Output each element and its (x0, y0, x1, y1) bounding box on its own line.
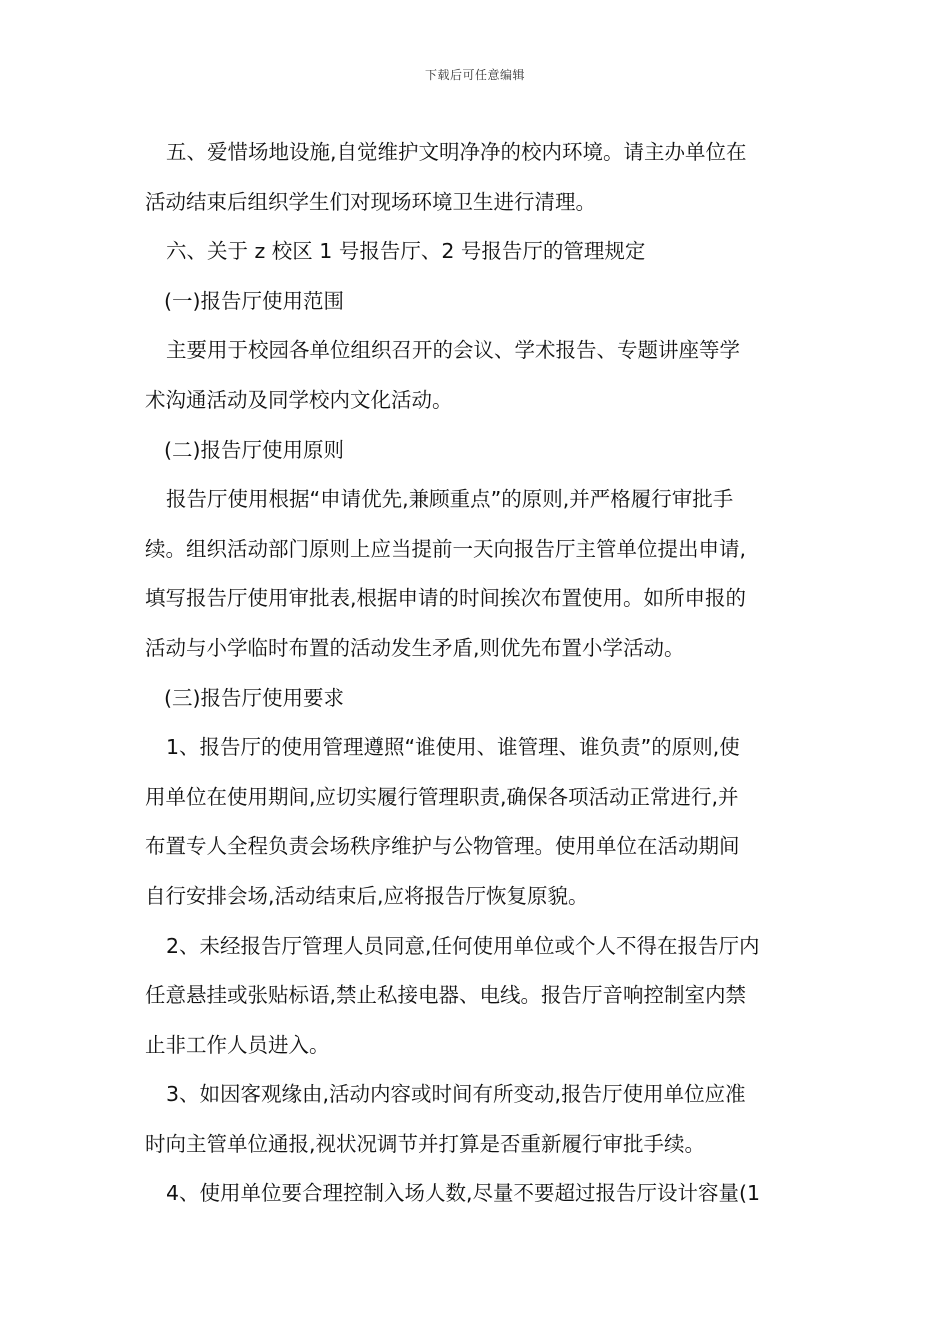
paragraph-line: 2、未经报告厅管理人员同意,任何使用单位或个人不得在报告厅内 (166, 933, 760, 958)
paragraph-line: 4、使用单位要合理控制入场人数,尽量不要超过报告厅设计容量(1 (166, 1181, 761, 1206)
paragraph-line: 主要用于校园各单位组织召开的会议、学术报告、专题讲座等学 (166, 338, 740, 363)
paragraph-line: 术沟通活动及同学校内文化活动。 (145, 387, 453, 412)
paragraph-line: 报告厅使用根据“申请优先,兼顾重点”的原则,并严格履行审批手 (166, 487, 734, 512)
paragraph-line: 自行安排会场,活动结束后,应将报告厅恢复原貌。 (145, 883, 589, 908)
paragraph-line: 活动结束后组织学生们对现场环境卫生进行清理。 (145, 189, 596, 214)
paragraph-line: 止非工作人员进入。 (145, 1032, 330, 1057)
paragraph-line: 活动与小学临时布置的活动发生矛盾,则优先布置小学活动。 (145, 635, 685, 660)
paragraph-line: 用单位在使用期间,应切实履行管理职责,确保各项活动正常进行,并 (145, 784, 739, 809)
subsection-heading: (一)报告厅使用范围 (164, 288, 344, 313)
document-body (145, 128, 807, 1219)
paragraph-line: 五、爱惜场地设施,自觉维护文明净净的校内环境。请主办单位在 (166, 140, 747, 164)
paragraph-line: 3、如因客观缘由,活动内容或时间有所变动,报告厅使用单位应准 (166, 1082, 746, 1107)
page-header: 下载后可任意编辑 (424, 68, 525, 82)
paragraph-line: 布置专人全程负责会场秩序维护与公物管理。使用单位在活动期间 (145, 834, 740, 859)
subsection-heading: (三)报告厅使用要求 (164, 685, 344, 710)
paragraph-line: 时向主管单位通报,视状况调节并打算是否重新履行审批手续。 (145, 1131, 706, 1156)
paragraph-line: 任意悬挂或张贴标语,禁止私接电器、电线。报告厅音响控制室内禁 (145, 983, 747, 1008)
paragraph-line: 填写报告厅使用审批表,根据申请的时间挨次布置使用。如所申报的 (145, 586, 747, 611)
section-heading: 六、关于 z 校区 1 号报告厅、2 号报告厅的管理规定 (166, 239, 646, 264)
paragraph-line: 1、报告厅的使用管理遵照“谁使用、谁管理、谁负责”的原则,使 (166, 735, 740, 760)
paragraph-line: 续。组织活动部门原则上应当提前一天向报告厅主管单位提出申请, (145, 536, 747, 561)
subsection-heading: (二)报告厅使用原则 (164, 437, 344, 462)
